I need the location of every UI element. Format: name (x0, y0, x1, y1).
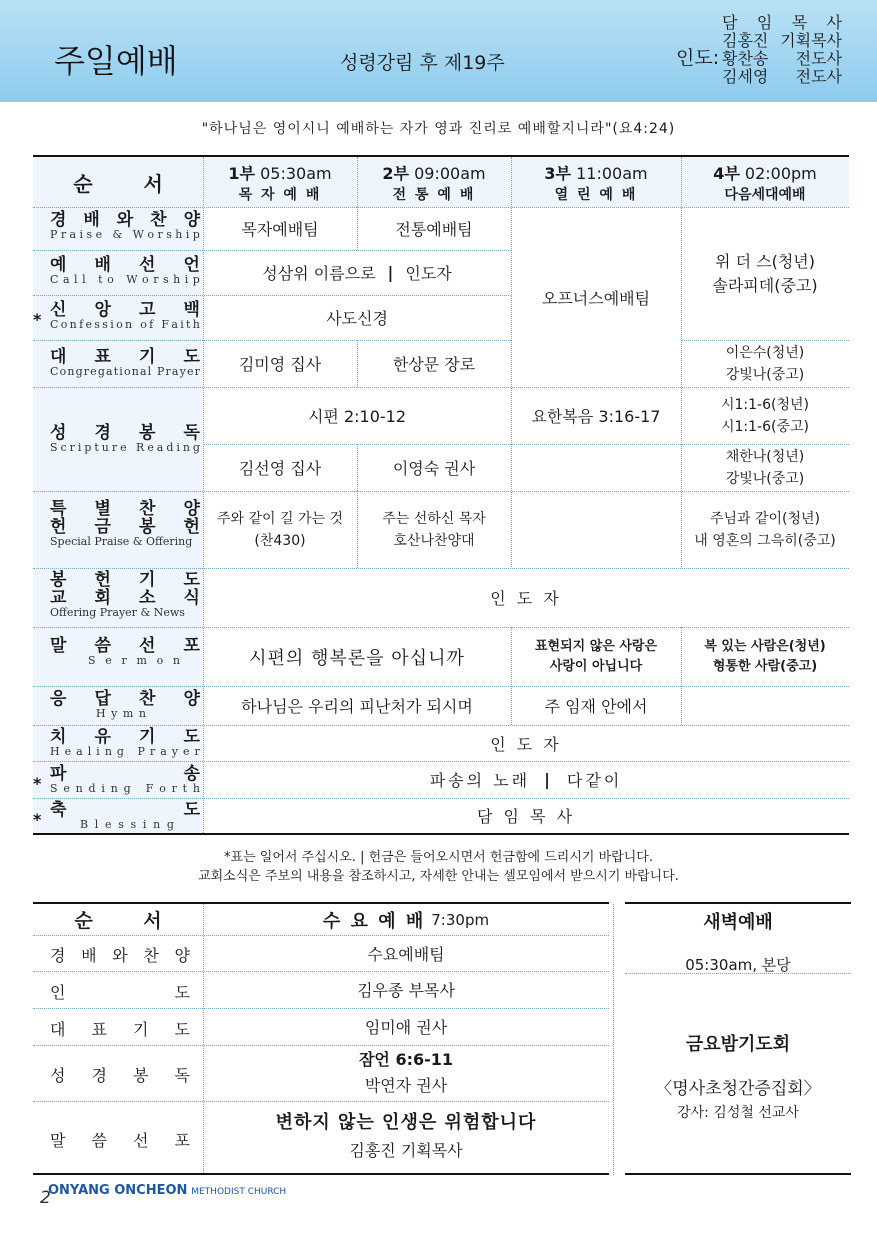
s4-team-line: 솔라피데(중고) (712, 275, 818, 295)
leaders-label: 인도: (676, 47, 720, 69)
service-time: 05:30am (260, 163, 332, 183)
wed-value: 수요예배팀 (367, 944, 445, 964)
scripture-s12: 시편 2:10-12 (307, 407, 407, 426)
wed-value (203, 1101, 609, 1173)
row-label-sermon (50, 637, 200, 667)
service-part: 3부 (544, 163, 571, 183)
special-s4-line: 주님과 같이(청년) (709, 510, 821, 527)
logo-sub: METHODIST CHURCH (191, 1187, 287, 1197)
scripture-s4-line: 시1:1-6(중고) (721, 418, 809, 435)
logo-main: ONYANG ONCHEON (48, 1183, 188, 1198)
label-en: H y m n (96, 707, 146, 720)
row-label-creed (50, 301, 200, 331)
special-s4-line: 내 영혼의 그윽히(중고) (694, 532, 836, 549)
label-ko: 파 송 (50, 764, 200, 784)
reader-s4 (681, 444, 849, 491)
sermon-s3 (511, 627, 681, 686)
sending-song: 파송의 노래 (429, 771, 531, 790)
service-time: 09:00am (414, 163, 486, 183)
wed-value: 김우종 부목사 (357, 981, 455, 1000)
page-number: 2 (40, 1188, 51, 1208)
label-en: Special Praise & Offering (50, 535, 193, 548)
wed-label: 말 씀 선 포 (50, 1131, 190, 1150)
sermon-s4 (681, 627, 849, 686)
service-time: 02:00pm (744, 163, 817, 183)
service-part: 2부 (382, 163, 409, 183)
footnote-line: *표는 일어서 주십시오. | 헌금은 들어오시면서 헌금함에 드리시기 바랍니다. (224, 850, 653, 865)
label-ko: 응 답 찬 양 (50, 689, 200, 709)
special-s2-line: 호산나찬양대 (393, 532, 475, 549)
label-en: P r a i s e & W o r s h i p (50, 228, 200, 241)
sermon-s3-line: 사랑이 아닙니다 (549, 658, 643, 674)
page-title: 주일예배 (54, 42, 178, 80)
hymn-s3: 주 임재 안에서 (544, 697, 648, 716)
label-en: C a l l t o W o r s h i p (50, 273, 200, 286)
row-label-prayer (50, 348, 200, 378)
praise-s2: 전통예배팀 (395, 220, 473, 239)
leader-name: 김세영 전도사 (722, 67, 842, 86)
dawn-title: 새벽예배 (703, 912, 773, 933)
hymn-s12: 하나님은 우리의 피난처가 되시며 (241, 697, 473, 716)
prayer-s4-line: 이은수(청년) (725, 344, 805, 361)
wed-label: 성 경 봉 독 (50, 1066, 190, 1085)
label-ko: 신 앙 고 백 (50, 300, 200, 320)
sending-who: 다같이 (566, 771, 623, 790)
service-header-2 (357, 157, 511, 207)
prayer-s4-line: 강빛나(중고) (725, 366, 805, 383)
leader-name: 김홍진 기획목사 (722, 31, 842, 50)
label-ko: 교 회 소 식 (50, 588, 200, 608)
wednesday-title: 수 요 예 배 (322, 910, 426, 932)
wed-label: 경 배 와 찬 양 (50, 946, 190, 965)
wed-value-line: 박연자 권사 (364, 1076, 448, 1095)
order-header: 순 서 (73, 171, 185, 196)
table-bottom-rule (33, 833, 849, 835)
side-top-rule (625, 902, 851, 904)
wed-value-line: 잠언 6:6-11 (358, 1050, 454, 1069)
label-en: S e n d i n g F o r t h (50, 782, 200, 795)
stand-marker: * (33, 774, 42, 793)
row-label-call (50, 256, 200, 286)
leaders-list (722, 14, 842, 86)
row-label-praise (50, 211, 200, 241)
service-header-1 (203, 157, 357, 207)
wed-value: 임미애 권사 (364, 1018, 448, 1037)
col-divider (613, 904, 614, 1175)
creed-s12: 사도신경 (326, 309, 388, 328)
wed-label: 인 도 (50, 983, 190, 1002)
label-ko: 예 배 선 언 (50, 255, 200, 275)
label-ko: 성 경 봉 독 (50, 423, 200, 443)
reader-s1: 김선영 집사 (238, 459, 322, 478)
service-header-4 (681, 157, 849, 207)
label-en: C o n f e s s i o n o f F a i t h (50, 318, 200, 331)
prayer-s4 (681, 340, 849, 387)
service-name: 목 자 예 배 (238, 186, 322, 203)
wed-value-line: 김홍진 기획목사 (349, 1141, 463, 1160)
page-subtitle: 성령강림 후 제19주 (340, 52, 505, 74)
blessing-value: 담 임 목 사 (476, 807, 576, 826)
healing-value: 인 도 자 (490, 734, 562, 754)
wed-value (203, 1045, 609, 1101)
service-header-3 (511, 157, 681, 207)
wednesday-header (203, 904, 609, 935)
special-s4 (681, 491, 849, 568)
label-en: B l e s s i n g (80, 818, 174, 831)
prayer-s2: 한상문 장로 (392, 355, 476, 374)
scripture-s4-line: 시1:1-6(청년) (721, 396, 809, 413)
label-en: C o n g r e g a t i o n a l P r a y e r (50, 365, 200, 378)
label-ko: 봉 헌 기 도 (50, 570, 200, 590)
service-part: 4부 (713, 163, 740, 183)
special-s2 (357, 491, 511, 568)
label-ko: 특 별 찬 양 (50, 499, 200, 519)
s3-team: 오프너스예배팀 (541, 288, 651, 308)
label-ko: 대 표 기 도 (50, 347, 200, 367)
order-header: 순 서 (74, 910, 184, 932)
separator: | (544, 770, 553, 789)
label-ko: 치 유 기 도 (50, 727, 200, 747)
label-ko: 경 배 와 찬 양 (50, 210, 200, 230)
call-s12 (203, 250, 511, 295)
sermon-title: 시편의 행복론을 아십니까 (249, 647, 465, 669)
stand-marker: * (33, 310, 42, 329)
side-bottom-rule (625, 1173, 851, 1175)
label-en: S c r i p t u r e R e a d i n g (50, 441, 200, 454)
reader-s4-line: 채한나(청년) (725, 448, 805, 465)
special-s1-line: (찬430) (254, 532, 306, 549)
header-banner (0, 0, 877, 102)
service-part: 1부 (228, 163, 255, 183)
row-label-scripture (50, 424, 200, 454)
separator: | (387, 263, 394, 282)
special-s1 (203, 491, 357, 568)
label-en: S e r m o n (88, 654, 180, 667)
reader-s4-line: 강빛나(중고) (725, 470, 805, 487)
row-label-blessing (50, 801, 200, 831)
s4-team (681, 207, 849, 340)
dawn-time: 05:30am, 본당 (685, 956, 791, 974)
row-label-healing (50, 728, 200, 758)
table-bottom-rule (33, 1173, 609, 1175)
sermon-s4-line: 복 있는 사람은(청년) (704, 638, 826, 654)
praise-s1: 목자예배팀 (241, 220, 319, 239)
row-label-special (50, 500, 200, 548)
church-logo (48, 1183, 286, 1198)
label-en: H e a l i n g P r a y e r (50, 745, 200, 758)
call-text: 성삼위 이름으로 (262, 264, 376, 283)
wed-label: 대 표 기 도 (50, 1020, 190, 1039)
friday-subtitle: 〈명사초청간증집회〉 (655, 1079, 821, 1099)
label-ko: 축 도 (50, 800, 200, 820)
leader-name: 황찬송 전도사 (722, 49, 842, 68)
label-ko: 말 씀 선 포 (50, 636, 200, 656)
call-leader: 인도자 (405, 264, 452, 283)
row-label-hymn (50, 690, 200, 720)
service-name: 다음세대예배 (724, 186, 806, 203)
service-time: 11:00am (576, 163, 648, 183)
reader-s2: 이영숙 권사 (392, 459, 476, 478)
row-label-news (50, 571, 200, 619)
wed-value-line: 변하지 않는 인생은 위험합니다 (275, 1112, 537, 1133)
service-name: 전 통 예 배 (392, 186, 476, 203)
friday-speaker: 강사: 김성철 선교사 (677, 1105, 799, 1121)
prayer-s1: 김미영 집사 (238, 355, 322, 374)
scripture-s3: 요한복음 3:16-17 (531, 407, 661, 426)
label-en: Offering Prayer & News (50, 606, 185, 619)
stand-marker: * (33, 810, 42, 829)
service-name: 열 린 예 배 (554, 186, 638, 203)
leader-name: 담 임 목 사 (722, 13, 842, 32)
sermon-s4-line: 형통한 사람(중고) (712, 658, 818, 674)
sending-value (203, 761, 849, 798)
bible-verse: "하나님은 영이시니 예배하는 자가 영과 진리로 예배할지니라"(요4:24) (201, 121, 676, 137)
scripture-s4 (681, 387, 849, 444)
footnote-line: 교회소식은 주보의 내용을 참조하시고, 자세한 안내는 셀모임에서 받으시기 바랍니다. (198, 869, 679, 884)
footnote (0, 848, 877, 886)
sermon-s3-line: 표현되지 않은 사랑은 (534, 638, 658, 654)
news-value: 인 도 자 (490, 589, 562, 608)
row-label-sending (50, 765, 200, 795)
wednesday-time: 7:30pm (431, 910, 490, 929)
friday-title: 금요밤기도회 (685, 1034, 791, 1055)
special-s1-line: 주와 같이 길 가는 것 (217, 510, 343, 527)
s4-team-line: 위 더 스(청년) (715, 251, 815, 271)
special-s2-line: 주는 선하신 목자 (382, 510, 486, 527)
label-ko: 헌 금 봉 헌 (50, 517, 200, 537)
